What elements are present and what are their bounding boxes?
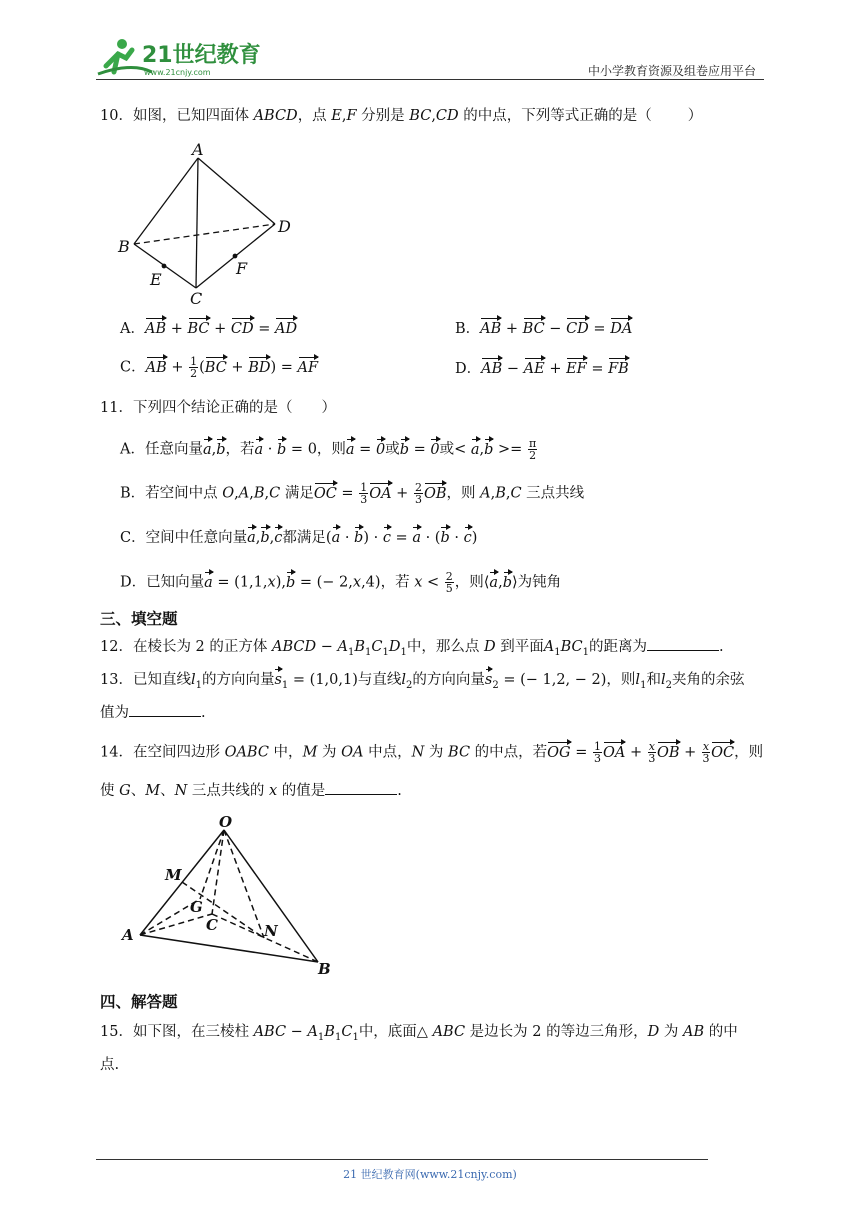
q10-option-c[interactable]: C．AB + $\frac{1}{2}$ (BC + BD) = AF [120,355,319,380]
q14-line2: 使 G、M、N 三点共线的 x 的值是 . [100,780,402,802]
header-platform-text: 中小学教育资源及组卷应用平台 [587,64,756,78]
q14-quadrilateral-figure [118,812,338,986]
svg-text:A: A [122,926,134,944]
header-divider [96,79,764,80]
q10-option-b[interactable]: B．AB + BC − CD = DA [455,318,632,340]
svg-text:B: B [118,237,130,256]
q13-answer-blank[interactable] [129,702,201,717]
site-logo [92,32,262,80]
q10-stem: 10．如图，已知四面体 ABCD，点 E,F 分别是 BC,CD 的中点，下列等式正确的是（ ） [100,108,703,124]
q14-line1: 14．在空间四边形 OABC 中，M 为 OA 中点，N 为 BC 的中点，若OG = $\frac{1}{3}$ OA + $\frac{x}{3}$ OB + $\frac{x}{3}$ OC，则 [100,740,764,765]
q11-stem: 11．下列四个结论正确的是（ ） [100,400,336,416]
q12-text: 12．在棱长为 2 的正方体 ABCD − $A_1B_1C_1D_1$中，那么点 D 到平面$A_1BC_1$的距离为 . [100,636,724,664]
q14-answer-blank[interactable] [325,780,397,795]
svg-text:B: B [318,960,331,978]
svg-text:O: O [219,813,233,831]
footer-text[interactable]: 21 世纪教育网(www.21cnjy.com) [343,1168,517,1181]
q13-line1: 13．已知直线$l_1$的方向向量$s_1 = (1,0,1)$与直线$l_2$的方向向量$s_2$ = (− 1,2, − 2)，则$l_1$和$l_2$夹角的余弦 [100,669,744,697]
section-fill-in-title: 三、填空题 [100,610,178,628]
footer-divider [96,1159,708,1160]
svg-text:M: M [165,866,182,884]
svg-text:21世纪教育: 21世纪教育 [142,43,261,68]
q13-line2: 值为 . [100,702,206,724]
q10-option-a[interactable]: A．AB + BC + CD = AD [120,318,297,340]
q11-option-c[interactable]: C．空间中任意向量a,b,c都满足(a · b) · c = a · (b · c) [120,527,477,549]
svg-text:C: C [190,289,203,308]
svg-text:E: E [150,270,162,289]
svg-text:F: F [236,259,248,278]
q11-option-d[interactable]: D．已知向量a = (1,1,x),b = (− 2,x,4)，若 x < $\frac{2}{5}$ ，则⟨a,b⟩为钝角 [120,570,562,595]
q10-tetrahedron-figure [112,138,302,312]
svg-text:N: N [264,922,278,940]
q10-option-d[interactable]: D．AB − AE + EF = FB [455,358,629,380]
svg-text:A: A [192,140,204,159]
q15-line2: 点. [100,1057,120,1073]
svg-text:C: C [206,916,218,934]
q12-answer-blank[interactable] [647,636,719,651]
q11-option-a[interactable]: A．任意向量a,b，若a · b = 0，则a = 0或b = 0或< a,b >= $\frac{\pi}{2}$ [120,437,537,462]
q11-option-b[interactable]: B．若空间中点 O,A,B,C 满足OC = $\frac{1}{3}$ OA + $\frac{2}{3}$ OB，则 A,B,C 三点共线 [120,481,585,506]
svg-text:www.21cnjy.com: www.21cnjy.com [144,68,211,77]
svg-text:G: G [190,898,203,916]
section-answer-title: 四、解答题 [100,993,178,1011]
svg-text:D: D [278,217,291,236]
q15-line1: 15．如下图，在三棱柱 ABC − $A_1B_1C_1$中，底面△ ABC 是边长为 2 的等边三角形，D 为 AB 的中 [100,1024,738,1043]
